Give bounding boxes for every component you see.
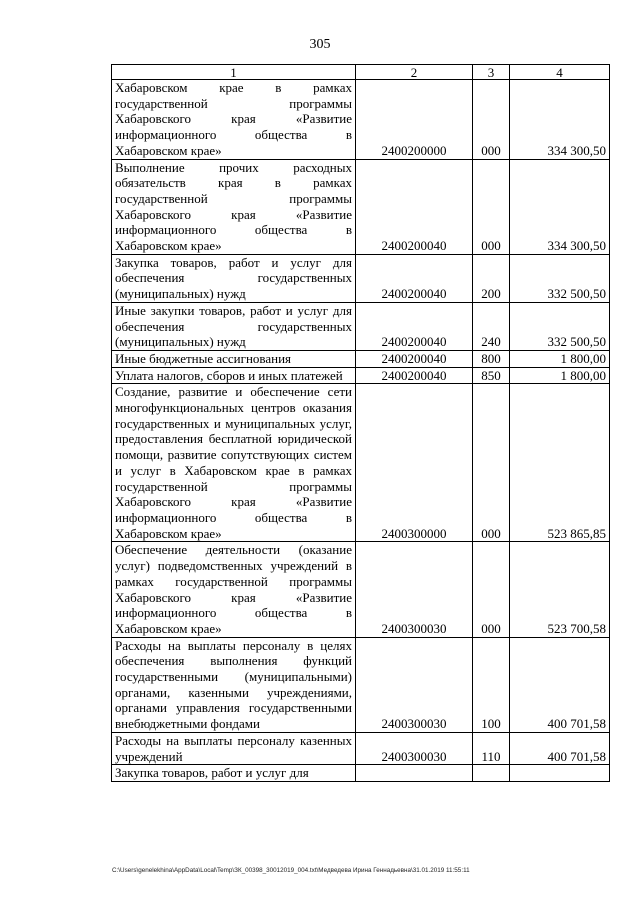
row-expense-type <box>473 765 510 782</box>
row-code: 2400300030 <box>356 637 473 732</box>
row-amount: 334 300,50 <box>510 80 610 160</box>
header-col-1: 1 <box>112 65 356 80</box>
row-expense-type: 100 <box>473 637 510 732</box>
row-code: 2400300000 <box>356 384 473 542</box>
row-amount: 400 701,58 <box>510 732 610 764</box>
page-number: 305 <box>309 37 331 52</box>
row-expense-type: 850 <box>473 367 510 384</box>
row-amount: 332 500,50 <box>510 302 610 350</box>
row-amount: 523 865,85 <box>510 384 610 542</box>
row-amount: 334 300,50 <box>510 159 610 254</box>
table-row <box>112 254 610 302</box>
row-code: 2400200040 <box>356 367 473 384</box>
table-row <box>112 350 610 367</box>
row-amount: 332 500,50 <box>510 254 610 302</box>
row-code: 2400300030 <box>356 732 473 764</box>
row-name: Иные закупки товаров, работ и услуг для обеспечения государственных (муниципальных) нужд <box>112 302 356 350</box>
row-expense-type: 240 <box>473 302 510 350</box>
header-col-4: 4 <box>510 65 610 80</box>
row-amount: 400 701,58 <box>510 637 610 732</box>
row-name: Создание, развитие и обеспечение сети многофункциональных центров оказания государственных и муниципальных услуг, предоставления бесплатной юридической помощи, развитие сопутствующих систем и услуг в Хабаровском крае в рамках государственной программы Хабаровского края «Развитие информационного общества в Хабаровском крае» <box>112 384 356 542</box>
header-col-3: 3 <box>473 65 510 80</box>
row-expense-type: 000 <box>473 384 510 542</box>
row-code: 2400200040 <box>356 254 473 302</box>
row-code: 2400300030 <box>356 542 473 637</box>
table-row <box>112 367 610 384</box>
table-row <box>112 637 610 732</box>
row-amount: 523 700,58 <box>510 542 610 637</box>
row-amount: 1 800,00 <box>510 367 610 384</box>
row-name: Обеспечение деятельности (оказание услуг) подведомственных учреждений в рамках государственной программы Хабаровского края «Развитие информационного общества в Хабаровском крае» <box>112 542 356 637</box>
row-expense-type: 110 <box>473 732 510 764</box>
row-amount <box>510 765 610 782</box>
header-col-2: 2 <box>356 65 473 80</box>
row-code: 2400200040 <box>356 350 473 367</box>
table-row <box>112 302 610 350</box>
footer-file-path: C:\Users\genelekhina\AppData\Local\Temp\ЗК_00398_30012019_004.txt\Медведева Ирина Геннадьевна\31.01.2019 11:55:11 <box>112 867 470 874</box>
row-expense-type: 000 <box>473 159 510 254</box>
row-expense-type: 000 <box>473 80 510 160</box>
row-name: Выполнение прочих расходных обязательств края в рамках государственной программы Хабаровского края «Развитие информационного общества в Хабаровском крае» <box>112 159 356 254</box>
header-row <box>112 65 610 80</box>
table-row <box>112 384 610 542</box>
table-row <box>112 159 610 254</box>
row-name: Закупка товаров, работ и услуг для обеспечения государственных (муниципальных) нужд <box>112 254 356 302</box>
row-code: 2400200040 <box>356 159 473 254</box>
table-row <box>112 732 610 764</box>
row-name: Расходы на выплаты персоналу в целях обеспечения выполнения функций государственными (муниципальными) органами, казенными учреждениями, органами управления государственными внебюджетными фондами <box>112 637 356 732</box>
row-name: Уплата налогов, сборов и иных платежей <box>112 367 356 384</box>
row-expense-type: 200 <box>473 254 510 302</box>
row-name: Расходы на выплаты персоналу казенных учреждений <box>112 732 356 764</box>
budget-table <box>111 64 610 782</box>
row-name: Хабаровском крае в рамках государственной программы Хабаровского края «Развитие информационного общества в Хабаровском крае» <box>112 80 356 160</box>
table-row <box>112 542 610 637</box>
row-name: Иные бюджетные ассигнования <box>112 350 356 367</box>
row-code <box>356 765 473 782</box>
row-code: 2400200000 <box>356 80 473 160</box>
table-row <box>112 765 610 782</box>
row-expense-type: 800 <box>473 350 510 367</box>
table-row <box>112 80 610 160</box>
row-code: 2400200040 <box>356 302 473 350</box>
row-amount: 1 800,00 <box>510 350 610 367</box>
row-name: Закупка товаров, работ и услуг для <box>112 765 356 782</box>
row-expense-type: 000 <box>473 542 510 637</box>
